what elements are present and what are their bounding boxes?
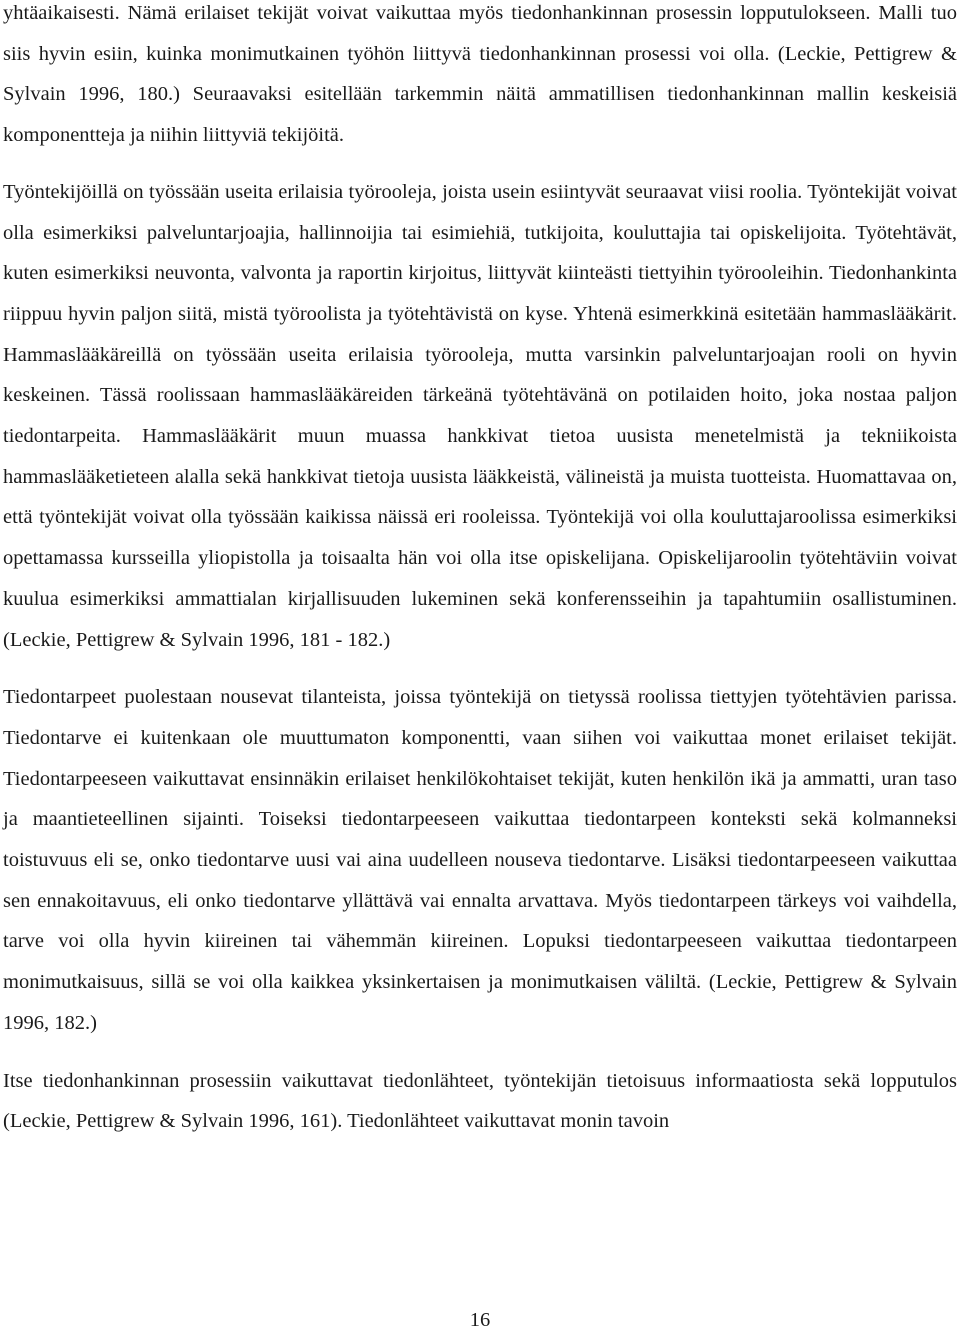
- paragraph-3: Tiedontarpeet puolestaan nousevat tilanteista, joissa työntekijä on tietyssä roolissa tiettyjen työtehtävien parissa. Tiedontarve ei kuitenkaan ole muuttumaton komponentti, vaan siihen voi vaikuttaa monet erilaiset tekijät. Tiedontarpeeseen vaikuttavat ensinnäkin erilaiset henkilökohtaiset tekijät, kuten henkilön ikä ja ammatti, uran taso ja maantieteellinen sijainti. Toiseksi tiedontarpeeseen vaikuttaa tiedontarpeen konteksti sekä kolmanneksi toistuvuus eli se, onko tiedontarve uusi vai aina uudelleen nouseva tiedontarve. Lisäksi tiedontarpeeseen vaikuttaa sen ennakoitavuus, eli onko tiedontarve yllättävä vai ennalta arvattava. Myös tiedontarpeen tärkeys voi vaihdella, tarve voi olla hyvin kiireinen tai vähemmän kiireinen. Lopuksi tiedontarpeeseen vaikuttaa tiedontarpeen monimutkaisuus, sillä se voi olla kaikkea yksinkertaisen ja monimutkaisen väliltä. (Leckie, Pettigrew & Sylvain 1996, 182.): [3, 686, 957, 1034]
- paragraph-1: yhtäaikaisesti. Nämä erilaiset tekijät voivat vaikuttaa myös tiedonhankinnan prosessin lopputulokseen. Malli tuo siis hyvin esiin, kuinka monimutkainen työhön liittyvä tiedonhankinnan prosessi voi olla. (Leckie, Pettigrew & Sylvain 1996, 180.) Seuraavaksi esitellään tarkemmin näitä ammatillisen tiedonhankinnan mallin keskeisiä komponentteja ja niihin liittyviä tekijöitä.: [3, 2, 957, 147]
- page-number: 16: [469, 1309, 491, 1331]
- paragraph-4: Itse tiedonhankinnan prosessiin vaikuttavat tiedonlähteet, työntekijän tietoisuus informaatiosta sekä lopputulos (Leckie, Pettigrew & Sylvain 1996, 161). Tiedonlähteet vaikuttavat monin tavoin: [3, 1069, 957, 1133]
- paragraph-2: Työntekijöillä on työssään useita erilaisia työrooleja, joista usein esiintyvät seuraavat viisi roolia. Työntekijät voivat olla esimerkiksi palveluntarjoajia, hallinnoijia tai esimiehiä, tutkijoita, kouluttajia tai opiskelijoita. Työtehtävät, kuten esimerkiksi neuvonta, valvonta ja raportin kirjoitus, liittyvät kiinteästi tiettyihin työrooleihin. Tiedonhankinta riippuu hyvin paljon siitä, mistä työroolista ja työtehtävistä on kyse. Yhtenä esimerkkinä esitetään hammaslääkärit. Hammaslääkäreillä on työssään useita erilaisia työrooleja, mutta varsinkin palveluntarjoajan rooli on hyvin keskeinen. Tässä roolissaan hammaslääkäreiden tärkeänä työtehtävänä on potilaiden hoito, joka nostaa paljon tiedontarpeita. Hammaslääkärit muun muassa hankkivat tietoa uusista menetelmistä ja tekniikoista hammaslääketieteen alalla sekä hankkivat tietoja uusista lääkkeistä, välineistä ja muista tuotteista. Huomattavaa on, että työntekijät voivat olla työssään kaikissa näissä eri rooleissa. Työntekijä voi olla kouluttajaroolissa esimerkiksi opettamassa kursseilla yliopistolla ja toisaalta hän voi olla itse opiskelijana. Opiskelijaroolin työtehtäviin voivat kuulua esimerkiksi ammattialan kirjallisuuden lukeminen sekä konferensseihin ja tapahtumiin osallistuminen. (Leckie, Pettigrew & Sylvain 1996, 181 - 182.): [3, 180, 957, 651]
- document-page: [3, 0, 957, 1142]
